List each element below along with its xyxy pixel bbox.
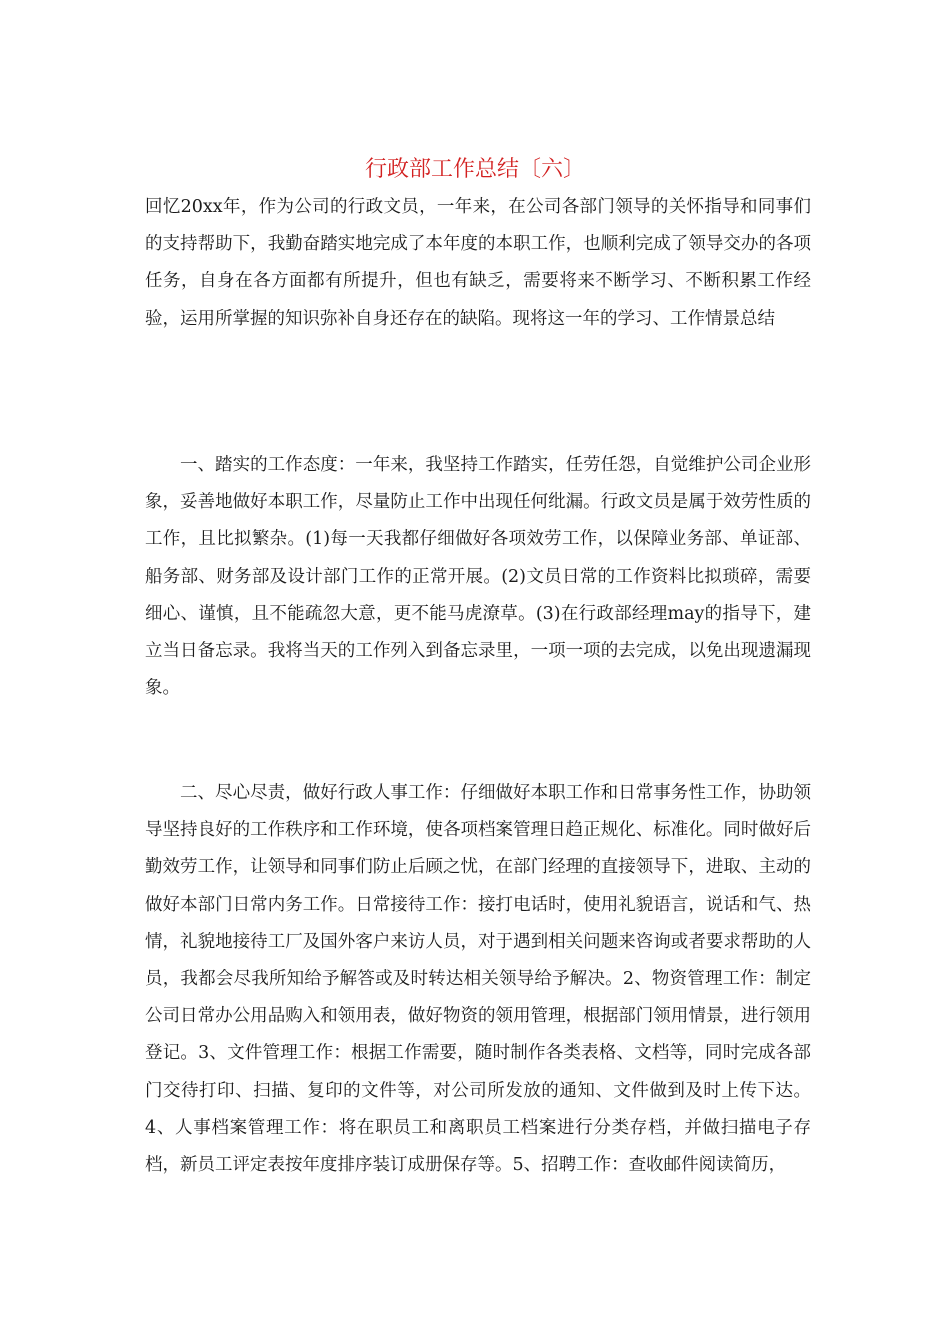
intro-paragraph: 回忆20xx年，作为公司的行政文员，一年来，在公司各部门领导的关怀指导和同事们的支持帮助下，我勤奋踏实地完成了本年度的本职工作，也顺利完成了领导交办的各项任务，自身在各方面都有所提升，但也有缺乏，需要将来不断学习、不断积累工作经验，运用所掌握的知识弥补自身还存在的缺陷。现将这一年的学习、工作情景总结 — [145, 197, 811, 329]
document-title: 行政部工作总结〔六〕 — [364, 157, 585, 182]
section-one-paragraph: 一、踏实的工作态度：一年来，我坚持工作踏实，任劳任怨，自觉维护公司企业形象，妥善地做好本职工作，尽量防止工作中出现任何纰漏。行政文员是属于效劳性质的工作，且比拟繁杂。(1)每一天我都仔细做好各项效劳工作，以保障业务部、单证部、船务部、财务部及设计部门工作的正常开展。(2)文员日常的工作资料比拟琐碎，需要细心、谨慎，且不能疏忽大意，更不能马虎潦草。(3)在行政部经理may的指导下，建立当日备忘录。我将当天的工作列入到备忘录里，一项一项的去完成，以免出现遗漏现象。 — [145, 455, 811, 699]
section-two-paragraph: 二、尽心尽责，做好行政人事工作：仔细做好本职工作和日常事务性工作，协助领导坚持良好的工作秩序和工作环境，使各项档案管理日趋正规化、标准化。同时做好后勤效劳工作，让领导和同事们防止后顾之忧，在部门经理的直接领导下，进取、主动的做好本部门日常内务工作。日常接待工作：接打电话时，使用礼貌语言，说话和气、热情，礼貌地接待工厂及国外客户来访人员，对于遇到相关问题来咨询或者要求帮助的人员，我都会尽我所知给予解答或及时转达相关领导给予解决。2、物资管理工作：制定公司日常办公用品购入和领用表，做好物资的领用管理，根据部门领用情景，进行领用登记。3、文件管理工作：根据工作需要，随时制作各类表格、文档等，同时完成各部门交待打印、扫描、复印的文件等，对公司所发放的通知、文件做到及时上传下达。4、人事档案管理工作：将在职员工和离职员工档案进行分类存档，并做扫描电子存档，新员工评定表按年度排序装订成册保存等。5、招聘工作：查收邮件阅读简历， — [145, 783, 811, 1176]
